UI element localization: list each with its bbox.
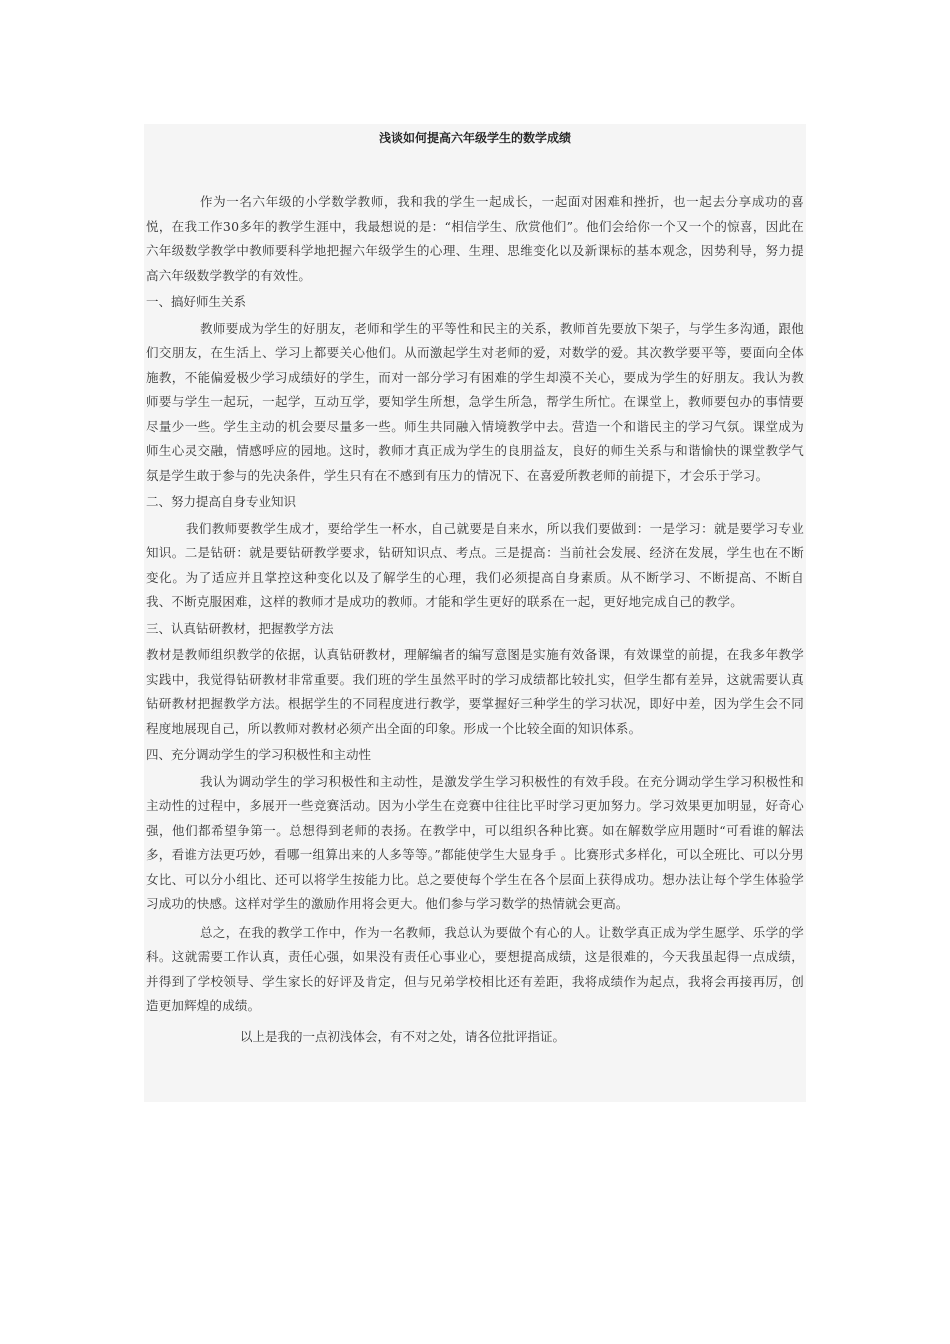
section-heading-2: 二、努力提高自身专业知识: [146, 494, 297, 509]
section-body-3: 教材是教师组织教学的依据，认真钻研教材，理解编者的编写意图是实施有效备课，有效课堂的前提，在我多年教学实践中，我觉得钻研教材非常重要。我们班的学生虽然平时的学习成绩都比较扎实，但学生都有差异，这就需要认真钻研教材把握教学方法。根据学生的不同程度进行教学，要掌握好三种学生的学习状况，即好中差，因为学生会不同程度地展现自己，所以教师对教材必须产出全面的印象。形成一个比较全面的知识体系。: [146, 647, 804, 736]
section-heading-3: 三、认真钻研教材，把握教学方法: [146, 620, 334, 636]
section-heading-1: 一、搞好师生关系: [146, 294, 247, 309]
section-body-4: 我认为调动学生的学习积极性和主动性，是激发学生学习积极性的有效手段。在充分调动学生学习积极性和主动性的过程中，多展开一些竞赛活动。因为小学生在竞赛中往往比平时学习更加努力。学习效果更加明显，好奇心强，他们都希望争第一。总想得到老师的表扬。在教学中，可以组织各种比赛。如在解数学应用题时“可看谁的解法多，看谁方法更巧妙，看哪一组算出来的人多等等。”都能使学生大显身手 。比赛形式多样化，可以全班比、可以分男女比、可以分小组比、还可以将学生按能力比。总之要使每个学生在各个层面上获得成功。想办法让每个学生体验学习成功的快感。这样对学生的激励作用将会更大。他们参与学习数学的热情就会更高。: [146, 773, 804, 911]
intro-paragraph: 作为一名六年级的小学数学教师，我和我的学生一起成长，一起面对困难和挫折，也一起去分享成功的喜悦，在我工作30多年的教学生涯中，我最想说的是：“相信学生、欣赏他们”。他们会给你一个又一个的惊喜，因此在六年级数学教学中教师要科学地把握六年级学生的心理、生理、思维变化以及新课标的基本观念，因势利导，努力提高六年级数学教学的有效性。: [146, 194, 804, 283]
section-body-1: 教师要成为学生的好朋友，老师和学生的平等性和民主的关系，教师首先要放下架子，与学生多沟通，跟他们交朋友，在生活上、学习上都要关心他们。从而激起学生对老师的爱，对数学的爱。其次教学要平等，要面向全体施教，不能偏爱极少学习成绩好的学生，而对一部分学习有困难的学生却漠不关心，要成为学生的好朋友。我认为教师要与学生一起玩，一起学，互动互学，要知学生所想，急学生所急，帮学生所忙。在课堂上，教师要包办的事情要尽量少一些。学生主动的机会要尽量多一些。师生共同融入情境教学中去。营造一个和谐民主的学习气氛。课堂成为师生心灵交融，情感呼应的园地。这时，教师才真正成为学生的良朋益友，良好的师生关系与和谐愉快的课堂教学气氛是学生敢于参与的先决条件，学生只有在不感到有压力的情况下、在喜爱所教老师的前提下，才会乐于学习。: [146, 320, 804, 483]
section-body-2: 我们教师要教学生成才，要给学生一杯水，自己就要是自来水，所以我们要做到：一是学习：就是要学习专业知识。二是钻研：就是要钻研教学要求，钻研知识点、考点。三是提高：当前社会发展、经济在发展，学生也在不断变化。为了适应并且掌控这种变化以及了解学生的心理，我们必须提高自身素质。从不断学习、不断提高、不断自我、不断克服困难，这样的教师才是成功的教师。才能和学生更好的联系在一起，更好地完成自己的教学。: [146, 520, 804, 609]
document-title: 浅谈如何提高六年级学生的数学成绩: [378, 131, 571, 145]
document-body: [144, 124, 806, 1102]
conclusion-paragraph: 总之，在我的教学工作中，作为一名教师，我总认为要做个有心的人。让数学真正成为学生愿学、乐学的学科。这就需要工作认真，责任心强，如果没有责任心事业心，要想提高成绩，这是很难的，今天我虽起得一点成绩，并得到了学校领导、学生家长的好评及肯定，但与兄弟学校相比还有差距，我将成绩作为起点，我将会再接再厉，创造更加辉煌的成绩。: [146, 924, 804, 1013]
closing-remark: 以上是我的一点初浅体会，有不对之处，请各位批评指证。: [240, 1028, 566, 1044]
section-heading-4: 四、充分调动学生的学习积极性和主动性: [146, 747, 372, 762]
